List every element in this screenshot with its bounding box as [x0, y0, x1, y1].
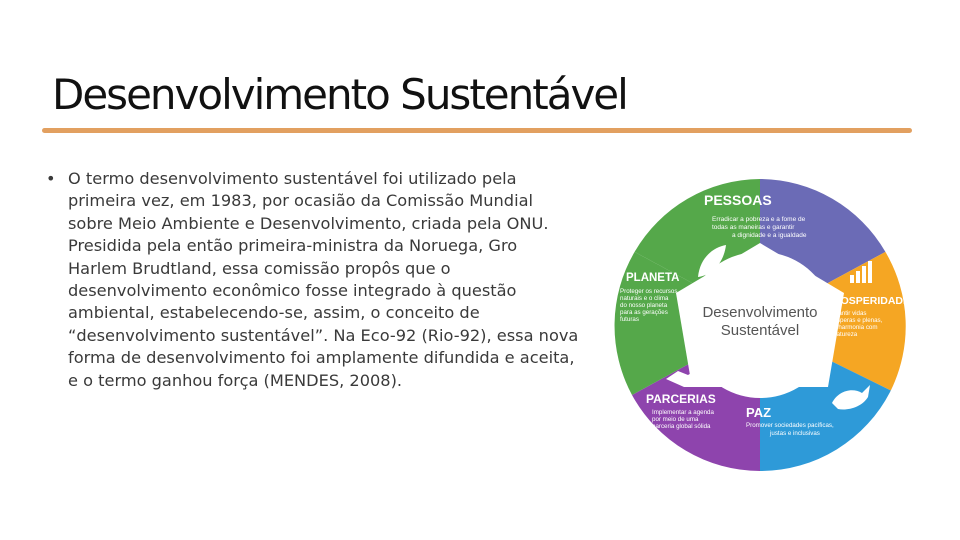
prosperidade-desc-4: a natureza: [828, 331, 858, 338]
planeta-desc-2: naturais e o clima: [620, 295, 669, 302]
bullet-marker: •: [46, 169, 56, 188]
paz-desc-1: Promover sociedades pacíficas,: [746, 422, 834, 429]
prosperidade-desc-2: prósperas e plenas,: [828, 317, 883, 324]
paz-title: PAZ: [746, 405, 772, 420]
pessoas-desc-2: todas as maneiras e garantir: [712, 224, 795, 231]
pessoas-desc-1: Erradicar a pobreza e a fome de: [712, 216, 806, 223]
bullet-paragraph: O termo desenvolvimento sustentável foi utilizado pela primeira vez, em 1983, por ocasião da Comissão Mundial sobre Meio Ambiente e Desenvolvimento, criada pela ONU. Presidida pela então primeira-ministra da Noruega, Gro Harlem Brudtland, essa comissão propôs que o desenvolvimento econômico fosse integrado à questão ambiental, estabelecendo-se, assim, o conceito de “desenvolvimento sustentável”. Na Eco-92 (Rio-92), essa nova forma de desenvolvimento foi amplamente difundida e aceita, e o termo ganhou força (MENDES, 2008).: [68, 169, 579, 390]
center-label-line1: Desenvolvimento: [702, 304, 818, 321]
prosperidade-title: PROSPERIDADE: [826, 295, 911, 307]
paz-desc-2: justas e inclusivas: [770, 430, 820, 437]
slide-title: Desenvolvimento Sustentável: [52, 70, 627, 119]
planeta-desc-1: Proteger os recursos: [620, 288, 678, 295]
parcerias-desc-2: por meio de uma: [652, 416, 699, 423]
bullet-item: [46, 168, 581, 392]
parcerias-desc-3: parceria global sólida: [652, 423, 711, 430]
planeta-title: PLANETA: [626, 272, 680, 284]
parcerias-title: PARCERIAS: [646, 392, 716, 406]
planeta-desc-4: para as gerações: [620, 309, 668, 316]
planeta-desc-5: futuras: [620, 316, 639, 323]
title-underline: [42, 128, 912, 133]
center-label-line2: Sustentável: [720, 322, 800, 339]
sustainability-wheel: [600, 165, 920, 485]
pessoas-desc-3: a dignidade e a igualdade: [732, 232, 807, 239]
prosperidade-desc-3: em harmonia com: [828, 324, 878, 331]
prosperidade-desc-1: Garantir vidas: [828, 310, 867, 317]
parcerias-desc-1: Implementar a agenda: [652, 409, 714, 416]
pessoas-title: PESSOAS: [704, 192, 772, 208]
planeta-desc-3: do nosso planeta: [620, 302, 668, 309]
